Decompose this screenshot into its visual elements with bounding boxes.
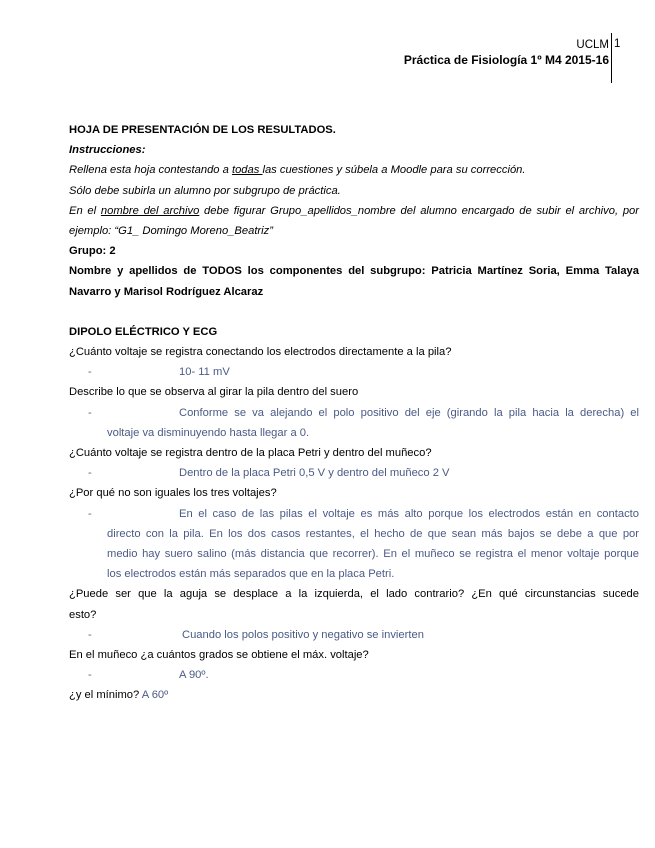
header-divider bbox=[611, 33, 612, 83]
members-line-2: Navarro y Marisol Rodríguez Alcaraz bbox=[69, 285, 264, 298]
instruction-3-emphasis: nombre del archivo bbox=[100, 204, 200, 217]
instruction-1-text: Rellena esta hoja contestando a bbox=[69, 164, 232, 177]
answer-4-line-4: los electrodos están más separados que en la placa Petri. bbox=[107, 568, 395, 581]
instruction-2: Sólo debe subirla un alumno por subgrupo de práctica. bbox=[69, 184, 341, 197]
list-dash: - bbox=[88, 467, 92, 480]
page-header bbox=[404, 38, 609, 68]
answer-5 bbox=[69, 625, 639, 645]
instruction-3-rest: debe figurar Grupo_apellidos_nombre del alumno encargado de subir el archivo, por bbox=[199, 204, 639, 217]
page-number: 1 bbox=[614, 38, 621, 50]
answer-3-text: Dentro de la placa Petri 0,5 V y dentro del muñeco 2 V bbox=[179, 467, 450, 480]
question-5-line-2: esto? bbox=[69, 608, 97, 621]
instruction-1-rest: las cuestiones y súbela a Moodle para su corrección. bbox=[262, 164, 526, 177]
instruction-3 bbox=[69, 201, 639, 221]
group-number: Grupo: 2 bbox=[69, 245, 116, 258]
answer-4-line-3: medio hay suero salino (más distancia que recorrer). En el muñeco se registra el menor voltaje porque bbox=[107, 548, 639, 561]
answer-7-text: A 60º bbox=[141, 689, 169, 702]
list-dash: - bbox=[88, 406, 92, 419]
course-title: Práctica de Fisiología 1º M4 2015-16 bbox=[403, 53, 609, 67]
question-1: ¿Cuánto voltaje se registra conectando los electrodos directamente a la pila? bbox=[69, 346, 452, 359]
instruction-3-text: En el bbox=[69, 204, 101, 217]
answer-1 bbox=[69, 362, 639, 382]
answer-5-text: Cuando los polos positivo y negativo se invierten bbox=[182, 628, 424, 641]
answer-6 bbox=[69, 665, 639, 685]
answer-2-line-1: Conforme se va alejando el polo positivo del eje (girando la pila hacia la derecha) el bbox=[179, 406, 639, 419]
question-7-text: ¿y el mínimo? bbox=[69, 689, 140, 702]
answer-4-line-1: En el caso de las pilas el voltaje es más alto porque los electrodos están en contacto bbox=[179, 507, 639, 520]
answer-6-text: A 90º. bbox=[179, 669, 209, 682]
list-dash: - bbox=[88, 628, 92, 641]
spacer bbox=[69, 302, 639, 322]
instruction-3-example: ejemplo: “G1_ Domingo Moreno_Beatriz” bbox=[69, 225, 273, 238]
list-dash: - bbox=[88, 669, 92, 682]
question-5-line-1: ¿Puede ser que la aguja se desplace a la izquierda, el lado contrario? ¿En qué circunstancias sucede bbox=[69, 588, 639, 601]
answer-4-line-2: directo con la pila. En los dos casos restantes, el hecho de que sean más bajos se debe a que por bbox=[107, 527, 639, 540]
list-dash: - bbox=[88, 507, 92, 520]
section-title: DIPOLO ELÉCTRICO Y ECG bbox=[69, 325, 218, 338]
question-6: En el muñeco ¿a cuántos grados se obtiene el máx. voltaje? bbox=[69, 649, 369, 662]
answer-2 bbox=[69, 403, 639, 443]
university-label: UCLM bbox=[576, 39, 609, 51]
instruction-1-emphasis: todas bbox=[231, 164, 263, 177]
answer-2-line-2: voltaje va disminuyendo hasta llegar a 0. bbox=[107, 426, 310, 439]
instruction-1 bbox=[69, 160, 639, 180]
question-7 bbox=[69, 685, 639, 705]
question-2: Describe lo que se observa al girar la pila dentro del suero bbox=[69, 386, 359, 399]
members-line-1: Nombre y apellidos de TODOS los componentes del subgrupo: Patricia Martínez Soria, Emma Talaya bbox=[69, 265, 639, 278]
answer-3 bbox=[69, 463, 639, 483]
instructions-label: Instrucciones: bbox=[69, 144, 146, 157]
document-body bbox=[69, 120, 639, 706]
question-3: ¿Cuánto voltaje se registra dentro de la placa Petri y dentro del muñeco? bbox=[69, 447, 432, 460]
sheet-title: HOJA DE PRESENTACIÓN DE LOS RESULTADOS. bbox=[69, 124, 336, 136]
question-4: ¿Por qué no son iguales los tres voltajes? bbox=[69, 487, 277, 500]
answer-4 bbox=[69, 504, 639, 585]
answer-1-text: 10- 11 mV bbox=[179, 366, 230, 379]
list-dash: - bbox=[88, 366, 92, 379]
